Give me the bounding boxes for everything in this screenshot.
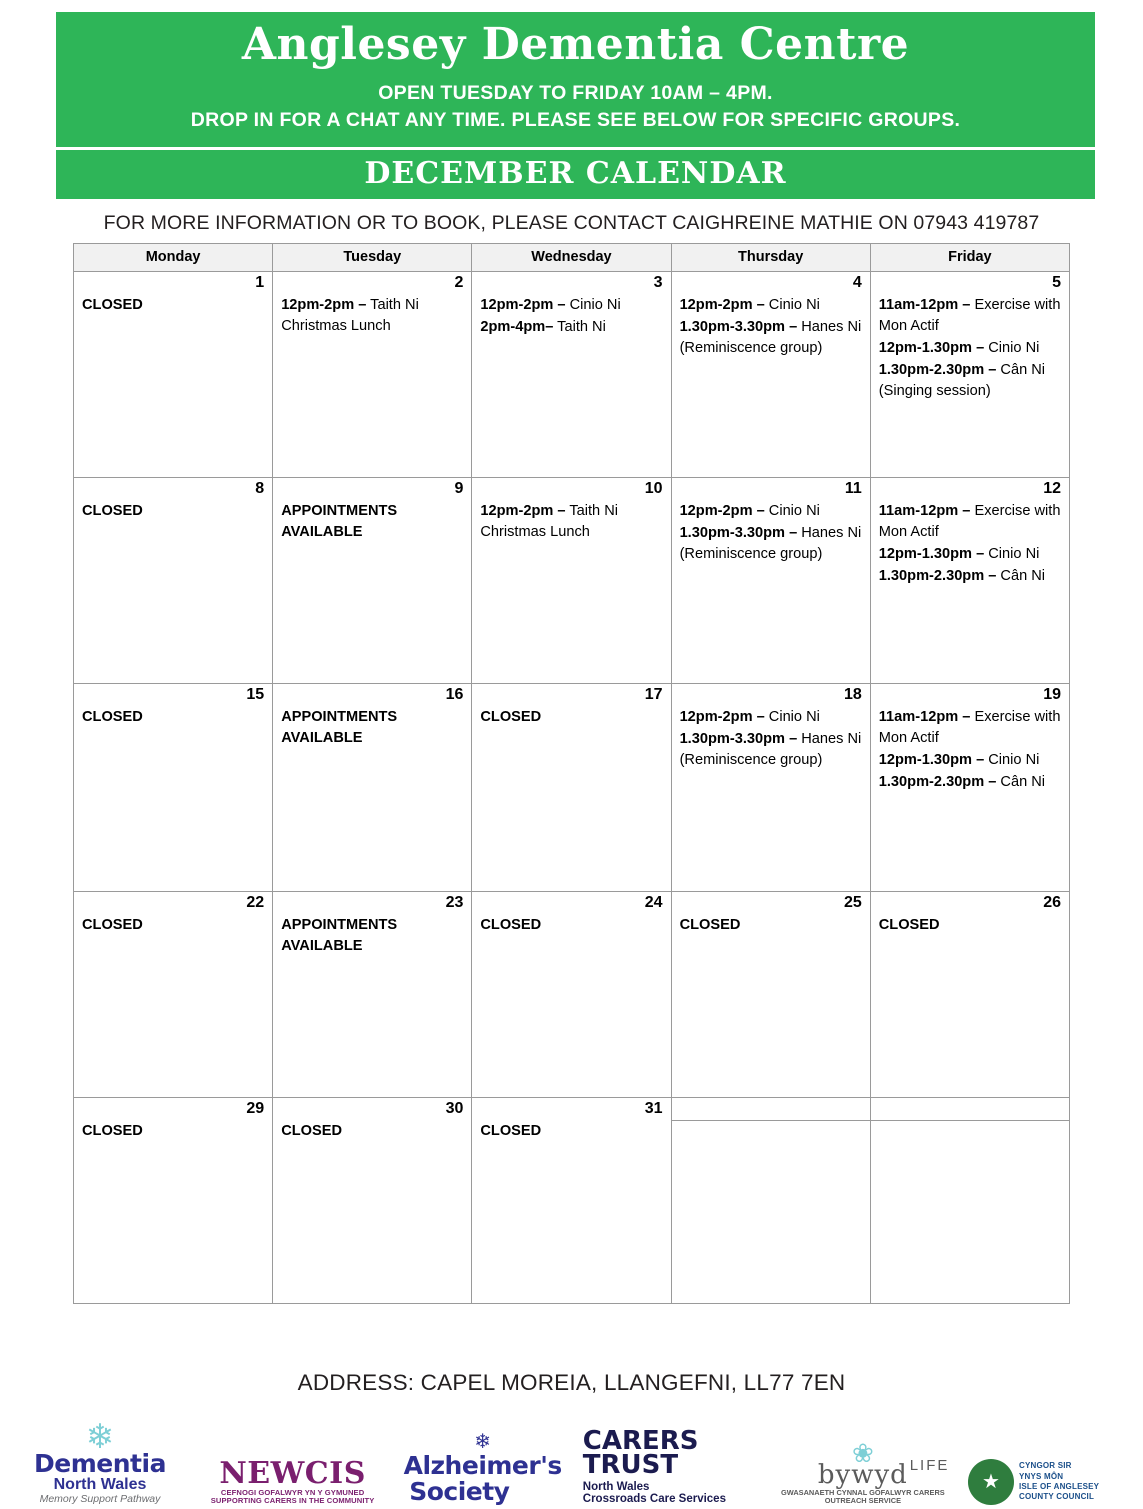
calendar-day-number: 30 — [273, 1097, 472, 1121]
page-title: Anglesey Dementia Centre — [241, 19, 910, 70]
logo-carers-line1: CARERS — [582, 1425, 699, 1456]
calendar-day-cell[interactable] — [273, 915, 472, 1098]
event-time: 12pm-2pm – — [679, 502, 765, 519]
calendar-day-cell[interactable] — [472, 915, 671, 1098]
event-label: Cân Ni — [996, 568, 1046, 585]
calendar-event — [680, 501, 864, 522]
column-header-friday: Friday — [870, 243, 1069, 271]
event-label: CLOSED — [679, 916, 741, 933]
calendar-empty-cell — [870, 1121, 1069, 1304]
calendar-day-number: 2 — [273, 271, 472, 295]
calendar-event — [879, 707, 1063, 749]
calendar-day-cell[interactable] — [273, 1121, 472, 1304]
event-label: Hanes Ni (Reminiscence group) — [679, 730, 862, 769]
calendar-event — [480, 295, 664, 316]
event-label: APPOINTMENTS AVAILABLE — [281, 916, 398, 954]
calendar-event — [879, 360, 1063, 402]
logo-bywyd-life — [770, 1437, 955, 1506]
logo-carers-line2: TRUST — [582, 1450, 679, 1481]
calendar-day-number: 12 — [870, 477, 1069, 501]
event-label: Cân Ni — [996, 774, 1046, 791]
event-label: CLOSED — [281, 1122, 342, 1139]
calendar-header-row — [74, 243, 1070, 271]
calendar-day-cell[interactable] — [74, 915, 273, 1098]
calendar-day-number: 4 — [671, 271, 870, 295]
calendar-day-number: 25 — [671, 891, 870, 915]
event-label: CLOSED — [82, 296, 143, 313]
event-time: 12pm-1.30pm – — [878, 340, 985, 357]
calendar-day-cell[interactable] — [671, 295, 870, 478]
calendar-month-banner — [56, 150, 1095, 199]
logo-council-line1: CYNGOR SIR — [1018, 1461, 1072, 1471]
event-label: Exercise with Mon Actif — [878, 502, 1061, 540]
calendar-event — [480, 915, 664, 936]
opening-hours-line2: DROP IN FOR A CHAT ANY TIME. PLEASE SEE BELOW FOR SPECIFIC GROUPS. — [190, 108, 961, 131]
calendar-event — [281, 501, 465, 543]
forget-me-not-icon: ❄ — [474, 1430, 492, 1453]
calendar-empty-cell — [870, 1097, 1069, 1121]
event-label: Cinio Ni — [984, 546, 1040, 563]
calendar-event — [879, 295, 1063, 337]
event-label: Taith Ni Christmas Lunch — [480, 502, 618, 540]
calendar-event — [82, 1121, 266, 1142]
calendar-day-cell[interactable] — [870, 501, 1069, 684]
event-time: 1.30pm-3.30pm – — [679, 318, 798, 335]
calendar-event — [680, 729, 864, 771]
calendar-event — [879, 915, 1063, 936]
calendar-day-cell[interactable] — [273, 501, 472, 684]
logo-carers-trust — [582, 1425, 758, 1506]
event-time: 1.30pm-2.30pm – — [878, 362, 997, 379]
column-header-thursday: Thursday — [671, 243, 870, 271]
calendar-event — [480, 501, 664, 543]
calendar-event — [879, 566, 1063, 587]
calendar-day-number: 26 — [870, 891, 1069, 915]
column-header-monday: Monday — [74, 243, 273, 271]
event-time: 2pm-4pm– — [480, 318, 554, 335]
logo-newcis — [203, 1455, 383, 1506]
calendar-event — [680, 707, 864, 728]
calendar-body — [74, 271, 1070, 1303]
calendar-day-cell[interactable] — [870, 295, 1069, 478]
calendar-day-cell[interactable] — [870, 707, 1069, 892]
calendar-week-numbers-row — [74, 891, 1070, 915]
logo-dnw-line2: North Wales — [53, 1476, 147, 1494]
calendar-day-number: 22 — [74, 891, 273, 915]
calendar-event — [480, 317, 664, 338]
calendar-event — [82, 501, 266, 522]
logo-council-line2: YNYS MÔN — [1018, 1471, 1064, 1481]
contact-info: FOR MORE INFORMATION OR TO BOOK, PLEASE CONTACT CAIGHREINE MATHIE ON 07943 419787 — [103, 211, 1040, 234]
calendar-week-numbers-row — [74, 1097, 1070, 1121]
logo-alz-line1: Alzheimer's — [403, 1450, 562, 1480]
calendar-day-cell[interactable] — [74, 707, 273, 892]
event-label: Taith Ni Christmas Lunch — [281, 296, 419, 334]
event-time: 12pm-1.30pm – — [878, 546, 985, 563]
logo-carers-line3: North Wales — [582, 1480, 650, 1493]
partner-logos — [0, 1404, 1143, 1509]
calendar-day-number: 10 — [472, 477, 671, 501]
calendar-event — [680, 317, 864, 359]
event-label: CLOSED — [878, 916, 940, 933]
logo-dementia-north-wales — [10, 1417, 190, 1505]
calendar-event — [879, 338, 1063, 359]
leaf-icon: ❀ — [851, 1437, 874, 1468]
calendar-event — [879, 501, 1063, 543]
event-label: Exercise with Mon Actif — [878, 296, 1061, 334]
calendar-day-number: 18 — [671, 683, 870, 707]
logo-alz-line2: Society — [409, 1476, 510, 1506]
calendar-day-number: 24 — [472, 891, 671, 915]
event-label: Cinio Ni — [984, 340, 1040, 357]
event-time: 12pm-2pm – — [679, 296, 765, 313]
calendar-week-row — [74, 295, 1070, 478]
calendar-poster — [0, 12, 1143, 1509]
calendar-day-number: 5 — [870, 271, 1069, 295]
logo-bywyd-sub: GWASANAETH CYNNAL GOFALWYR CARERS OUTREACH SERVICE — [781, 1488, 945, 1506]
event-time: 12pm-1.30pm – — [878, 752, 985, 769]
event-label: Cinio Ni — [764, 708, 820, 725]
event-label: Cinio Ni — [984, 752, 1040, 769]
event-time: 12pm-2pm – — [480, 296, 566, 313]
calendar-day-number: 3 — [472, 271, 671, 295]
calendar-week-numbers-row — [74, 477, 1070, 501]
calendar-day-number: 17 — [472, 683, 671, 707]
calendar-day-cell[interactable] — [870, 915, 1069, 1098]
calendar-day-number: 23 — [273, 891, 472, 915]
event-time: 12pm-2pm – — [281, 296, 367, 313]
logo-isle-of-anglesey-county-council — [968, 1459, 1133, 1505]
logo-bywyd-life: LIFE — [909, 1456, 950, 1474]
logo-dnw-line1: Dementia — [34, 1448, 166, 1478]
calendar-day-number: 31 — [472, 1097, 671, 1121]
event-label: CLOSED — [82, 708, 143, 725]
logo-newcis-sub1: CEFNOGI GOFALWYR YN Y GYMUNED — [220, 1488, 365, 1498]
calendar-event — [281, 915, 465, 957]
calendar-empty-cell — [671, 1121, 870, 1304]
calendar-event — [281, 1121, 465, 1142]
calendar-day-number: 19 — [870, 683, 1069, 707]
calendar-week-numbers-row — [74, 683, 1070, 707]
calendar-event — [281, 707, 465, 749]
calendar-day-cell[interactable] — [472, 707, 671, 892]
column-header-tuesday: Tuesday — [273, 243, 472, 271]
calendar-day-cell[interactable] — [74, 501, 273, 684]
event-label: APPOINTMENTS AVAILABLE — [281, 708, 398, 746]
logo-council-line3: ISLE OF ANGLESEY — [1018, 1482, 1100, 1491]
event-label: Hanes Ni (Reminiscence group) — [679, 318, 862, 357]
calendar-day-number: 8 — [74, 477, 273, 501]
event-time: 11am-12pm – — [878, 708, 971, 725]
logo-newcis-word: NEWCIS — [219, 1455, 366, 1491]
calendar-day-cell[interactable] — [273, 707, 472, 892]
event-label: Exercise with Mon Actif — [878, 708, 1061, 746]
calendar-event — [879, 750, 1063, 771]
calendar-week-row — [74, 915, 1070, 1098]
event-time: 12pm-2pm – — [679, 708, 765, 725]
event-label: Taith Ni — [553, 318, 606, 335]
logo-newcis-sub2: SUPPORTING CARERS IN THE COMMUNITY — [210, 1496, 375, 1506]
logo-council-line4: COUNTY COUNCIL — [1018, 1492, 1095, 1502]
calendar-week-row — [74, 1121, 1070, 1304]
event-time: 1.30pm-2.30pm – — [878, 774, 997, 791]
calendar-day-cell[interactable] — [472, 295, 671, 478]
address-line: ADDRESS: CAPEL MOREIA, LLANGEFNI, LL77 7EN — [297, 1370, 846, 1395]
event-label: CLOSED — [82, 916, 143, 933]
event-label: Hanes Ni (Reminiscence group) — [679, 524, 862, 563]
butterfly-icon: ❄ — [85, 1417, 115, 1456]
event-label: CLOSED — [480, 1122, 542, 1139]
calendar-event — [680, 295, 864, 316]
event-label: Cinio Ni — [565, 296, 621, 313]
calendar-day-cell[interactable] — [74, 1121, 273, 1304]
column-header-wednesday: Wednesday — [472, 243, 671, 271]
calendar-event — [480, 707, 664, 728]
calendar-day-cell[interactable] — [671, 915, 870, 1098]
event-label: CLOSED — [480, 708, 542, 725]
calendar-day-cell[interactable] — [273, 295, 472, 478]
calendar-week-numbers-row — [74, 271, 1070, 295]
calendar-day-cell[interactable] — [472, 501, 671, 684]
event-time: 11am-12pm – — [878, 502, 971, 519]
calendar-event — [281, 295, 465, 337]
event-label: CLOSED — [82, 502, 143, 519]
calendar-day-number: 16 — [273, 683, 472, 707]
event-time: 1.30pm-2.30pm – — [878, 568, 997, 585]
event-label: Cinio Ni — [764, 502, 820, 519]
council-crest-icon: ★ — [968, 1459, 1014, 1505]
calendar-event — [879, 772, 1063, 793]
header-banner — [56, 12, 1095, 147]
calendar-event — [480, 1121, 664, 1142]
event-label: Cinio Ni — [764, 296, 820, 313]
calendar-event — [82, 915, 266, 936]
calendar-empty-cell — [671, 1097, 870, 1121]
logo-alzheimers-society — [395, 1432, 570, 1506]
event-time: 11am-12pm – — [878, 296, 971, 313]
logo-bywyd-word: bywyd — [817, 1460, 908, 1491]
calendar-week-row — [74, 501, 1070, 684]
event-label: Cân Ni (Singing session) — [878, 362, 1046, 400]
calendar-event — [82, 707, 266, 728]
opening-hours-line1: OPEN TUESDAY TO FRIDAY 10AM – 4PM. — [378, 82, 773, 105]
event-time: 1.30pm-3.30pm – — [679, 524, 798, 541]
opening-hours — [68, 80, 1083, 133]
calendar-event — [680, 915, 864, 936]
calendar-event — [680, 523, 864, 565]
event-time: 12pm-2pm – — [480, 502, 566, 519]
calendar-event — [82, 295, 266, 316]
event-label: APPOINTMENTS AVAILABLE — [281, 502, 398, 540]
calendar-table — [73, 243, 1070, 1304]
calendar-day-cell[interactable] — [671, 501, 870, 684]
logo-carers-line4: Crossroads Care Services — [582, 1492, 726, 1505]
calendar-event — [879, 544, 1063, 565]
event-label: CLOSED — [82, 1122, 143, 1139]
calendar-day-number: 11 — [671, 477, 870, 501]
event-time: 1.30pm-3.30pm – — [679, 730, 798, 747]
calendar-day-cell[interactable] — [671, 707, 870, 892]
event-label: CLOSED — [480, 916, 542, 933]
calendar-day-number: 15 — [74, 683, 273, 707]
calendar-day-number: 9 — [273, 477, 472, 501]
calendar-month-label: DECEMBER CALENDAR — [364, 155, 787, 191]
logo-dnw-line3: Memory Support Pathway — [39, 1492, 161, 1505]
calendar-day-cell[interactable] — [74, 295, 273, 478]
calendar-day-cell[interactable] — [472, 1121, 671, 1304]
calendar-week-row — [74, 707, 1070, 892]
calendar-day-number: 29 — [74, 1097, 273, 1121]
calendar-day-number: 1 — [74, 271, 273, 295]
